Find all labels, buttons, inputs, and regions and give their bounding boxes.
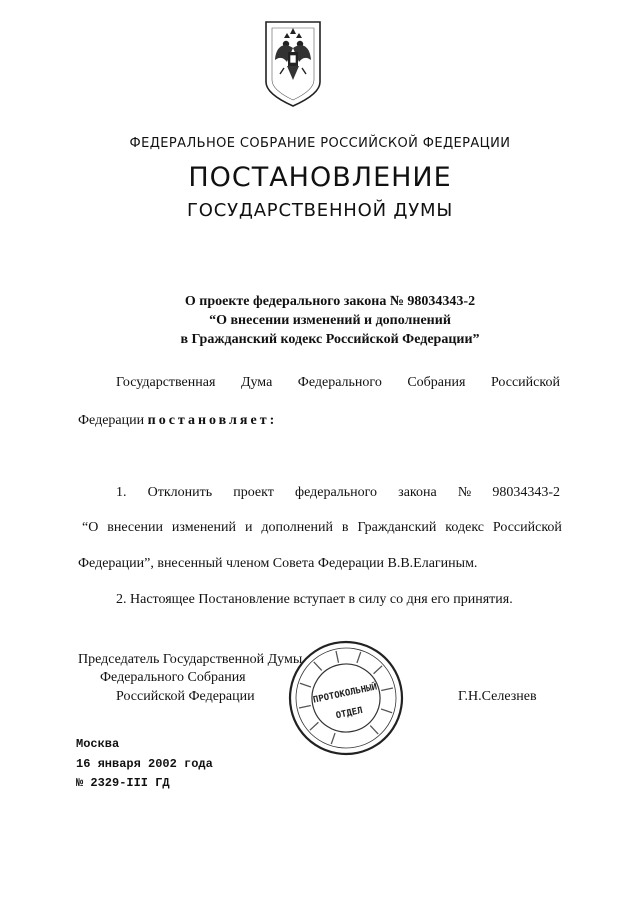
state-emblem-icon [262,18,324,110]
intro-word: Дума [240,375,273,390]
organization-name: ФЕДЕРАЛЬНОЕ СОБРАНИЕ РОССИЙСКОЙ ФЕДЕРАЦИИ [129,136,511,151]
subject-line-2: “О внесении изменений и дополнений [209,313,451,328]
signing-date: 16 января 2002 года [76,757,213,771]
item-1-word: дополнений [261,520,333,535]
item-1-line-2 [82,520,562,536]
intro-word: Российской [490,375,560,390]
item-1-word: 1. [116,485,127,500]
item-1-word: Отклонить [147,485,213,500]
document-number: № 2329-III ГД [76,776,170,790]
item-1-line-1 [116,485,560,501]
item-1-word: “О [82,520,99,535]
item-1-word: и [244,520,253,535]
item-1-word: Российской [492,520,562,535]
item-1-word: внесении [107,520,163,535]
official-stamp [286,638,406,758]
intro-federation-word: Федерации [78,413,145,428]
document-type-title: ПОСТАНОВЛЕНИЕ [188,162,452,193]
item-1-word: изменений [171,520,237,535]
stamp-bottom-text: ОТДЕЛ [335,705,364,722]
stamp-center-text: ПРОТОКОЛЬНЫЙ [312,682,379,706]
signatory-title-line-2: Федерального Собрания [100,670,246,685]
item-1-word: в [341,520,349,535]
item-1-line-3: Федерации”, внесенный членом Совета Федерации В.В.Елагиным. [78,556,478,571]
item-1-word: проект [233,485,274,500]
signatory-title-line-3: Российской Федерации [116,689,255,704]
resolves-word: постановляет: [147,413,278,428]
document-subject [150,292,510,349]
subject-line-1: О проекте федерального закона № 98034343-2 [184,294,476,309]
item-1-word: Гражданский [357,520,437,535]
signing-place: Москва [76,737,120,751]
intro-word: Федерального [297,375,382,390]
item-2: 2. Настоящее Постановление вступает в силу со дня его принятия. [116,592,513,607]
intro-line-2 [78,413,277,429]
intro-word: Государственная [116,375,216,390]
item-1-word: 98034343-2 [492,485,560,500]
subject-line-3: в Гражданский кодекс Российской Федерации” [180,332,480,347]
item-1-word: № [457,485,472,500]
signatory-title-line-1: Председатель Государственной Думы [78,652,303,667]
intro-word: Собрания [407,375,466,390]
item-1-word: закона [398,485,437,500]
signatory-name: Г.Н.Селезнев [458,689,537,704]
item-1-word: кодекс [445,520,484,535]
document-issuer: ГОСУДАРСТВЕННОЙ ДУМЫ [186,200,454,221]
intro-line-1 [116,375,560,391]
item-1-word: федерального [295,485,378,500]
